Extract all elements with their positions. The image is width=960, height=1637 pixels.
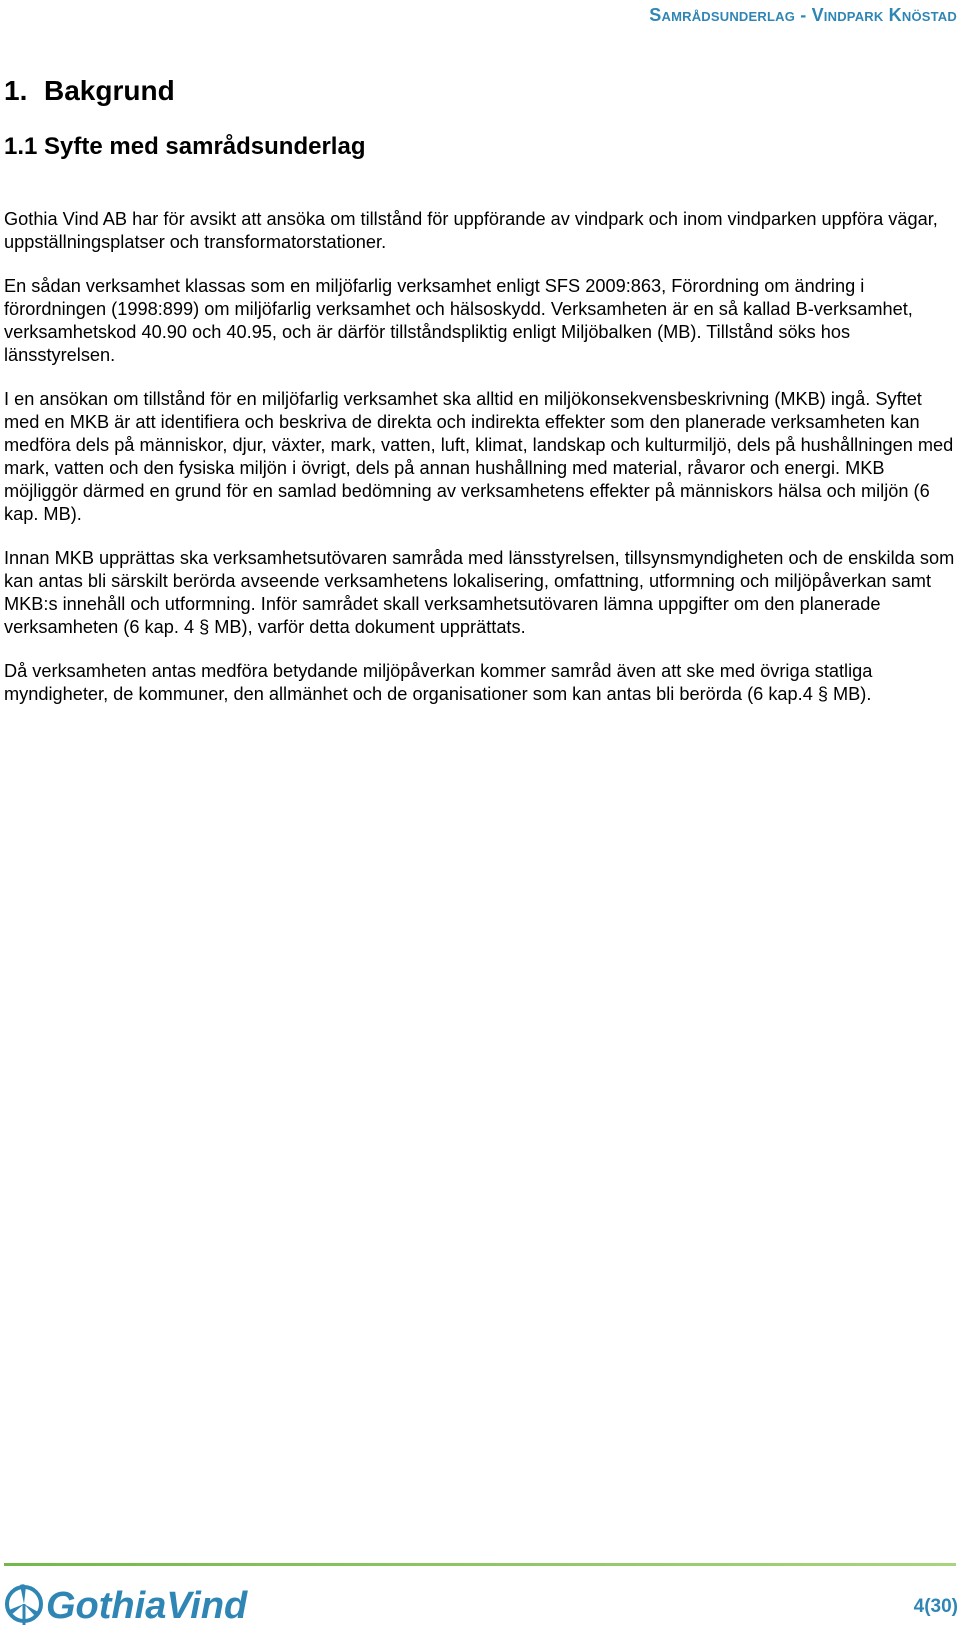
section-number: 1. [4,75,28,106]
paragraph-5: Då verksamheten antas medföra betydande miljöpåverkan kommer samråd även att ske med övriga statliga myndigheter, de kommuner, den allmänhet och de organisationer som kan antas bli berörda (6 kap.4 § MB). [4,661,873,704]
gothiavind-logo [4,1577,264,1629]
footer-rule [4,1563,956,1566]
wind-turbine-icon [7,1584,41,1625]
page-number: 4(30) [913,1596,958,1617]
logo-text [46,1585,248,1627]
paragraph-4: Innan MKB upprättas ska verksamhetsutövaren samråda med länsstyrelsen, tillsynsmyndigheten och de enskilda som kan antas bli särskilt berörda avseende verksamhetens lokalisering, omfattning, utformning och miljöpåverkan samt MKB:s innehåll och utformning. Inför samrådet skall verksamhetsutövaren lämna uppgifter om den planerade verksamheten (6 kap. 4 § MB), varför detta dokument upprättats. [4,548,955,637]
subsection-heading: 1.1 Syfte med samrådsunderlag [4,133,366,160]
paragraph-2: En sådan verksamhet klassas som en miljöfarlig verksamhet enligt SFS 2009:863, Förordning om ändring i förordningen (1998:899) om miljöfarlig verksamhet och hälsoskydd. Verksamheten är en så kallad B-verksamhet, verksamhetskod 40.90 och 40.95, och är därför tillståndspliktig enligt Miljöbalken (MB). Tillstånd söks hos länsstyrelsen. [4,276,913,365]
paragraph-3: I en ansökan om tillstånd för en miljöfarlig verksamhet ska alltid en miljökonsekvensbeskrivning (MKB) ingå. Syftet med en MKB är att identifiera och beskriva de direkta och indirekta effekter som den planerade verksamheten kan medföra dels på människor, djur, växter, mark, vatten, luft, klimat, landskap och kulturmiljö, dels på hushållningen med mark, vatten och den fysiska miljön i övrigt, dels på annan hushållning med material, råvaror och energi. MKB möjliggör därmed en grund för en samlad bedömning av verksamhetens effekter på människors hälsa och miljön (6 kap. MB). [4,389,954,524]
body-text [4,208,956,727]
section-heading [4,75,175,107]
section-title: Bakgrund [44,75,175,106]
running-header: Samrådsunderlag - Vindpark Knöstad [649,5,957,25]
logo-text-vind: Vind [166,1585,248,1627]
logo-text-gothia: Gothia [46,1585,167,1627]
paragraph-1: Gothia Vind AB har för avsikt att ansöka om tillstånd för uppförande av vindpark och inom vindparken uppföra vägar, uppställningsplatser och transformatorstationer. [4,209,938,252]
